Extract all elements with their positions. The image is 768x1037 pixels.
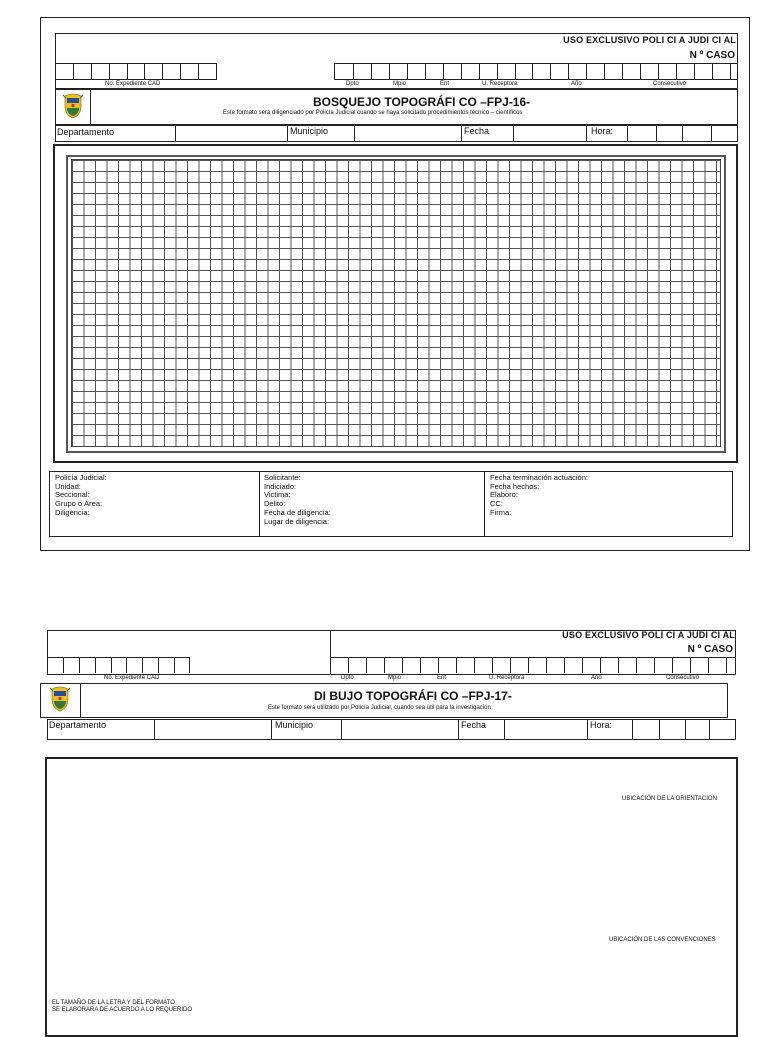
form2-title: DI BUJO TOPOGRÁFI CO –FPJ-17- (314, 689, 512, 703)
form1-uso-exclusivo: USO EXCLUSIVO POLI CI A JUDI CI AL (563, 35, 736, 45)
form1-caso-label: N º CASO (689, 50, 735, 61)
form1-departamento-label: Departamento (57, 127, 115, 137)
form1-consecutivo-label: Consecutivo (653, 81, 687, 87)
form1-footer-col1 (55, 474, 107, 518)
form1-expediente-cells[interactable] (55, 63, 217, 79)
footer-delito: Delito: (264, 499, 286, 509)
footer-solicitante: Solicitante: (264, 473, 301, 482)
footer-fecha-diligencia: Fecha de diligencia: (264, 507, 331, 517)
form2-consecutivo-label: Consecutivo (666, 675, 700, 681)
form2-ent-label: Ent (437, 675, 447, 681)
form1-anio-label: Año (571, 81, 582, 87)
footer-fecha-hechos: Fecha hechos: (490, 481, 540, 491)
footer-indiciado: Indiciado: (264, 481, 297, 491)
form2-nota-line1: EL TAMAÑO DE LA LETRA Y DEL FORMATO (52, 1000, 175, 1006)
form2-departamento-label: Departamento (49, 720, 107, 730)
footer-fecha-terminacion: Fecha terminación actuación: (490, 473, 588, 482)
footer-firma: Firma: (490, 507, 512, 517)
form2-dpto-label: Dpto (341, 675, 354, 681)
form1-receptora-label: U. Receptora (482, 81, 518, 87)
form1-caso-cells[interactable] (334, 63, 738, 79)
form1-expediente-label: No. Expediente CAD (105, 81, 161, 87)
form2-municipio-label: Municipio (275, 720, 314, 730)
form2-fecha-label: Fecha (461, 720, 487, 730)
footer-lugar-diligencia: Lugar de diligencia: (264, 516, 330, 526)
form2-hora-label: Hora: (590, 720, 613, 730)
form2-caso-label: N º CASO (687, 644, 733, 655)
footer-elaboro: Elaboro: (490, 490, 518, 500)
footer-seccional: Seccional: (55, 490, 90, 500)
form2-convenciones-label: UBICACIÓN DE LAS CONVENCIONES (609, 937, 716, 943)
form2-orientacion-label: UBICACIÓN DE LA ORIENTACION (622, 796, 717, 802)
form2-nota (52, 1000, 192, 1014)
form1-municipio-label: Municipio (290, 126, 329, 136)
footer-policia-judicial: Policía Judicial: (55, 473, 107, 482)
form2-caso-cells[interactable] (330, 657, 736, 673)
form1-dpto-label: Dpto (346, 81, 359, 87)
form2-expediente-cells[interactable] (47, 657, 190, 673)
form1-mpio-label: Mpio (393, 81, 407, 87)
form1-footer-box (49, 471, 733, 537)
footer-cc: CC: (490, 499, 503, 509)
form2-subtitle: Este formato será utilizado por Policía Judicial, cuando sea útil para la investigación (268, 705, 491, 711)
form1-subtitle: Este formato será diligenciado por Policía Judicial cuando se haya solicitado procedimientos técnico – científicos (223, 110, 523, 116)
form2-receptora-label: U. Receptora (489, 675, 525, 681)
form1-grid[interactable] (71, 159, 721, 447)
form1-footer-col3 (490, 474, 588, 518)
form1-fecha-label: Fecha (464, 126, 490, 136)
form2-uso-exclusivo: USO EXCLUSIVO POLI CI A JUDI CI AL (562, 630, 735, 640)
form2-fields-row (47, 719, 736, 740)
footer-diligencia: Diligencia: (55, 507, 90, 517)
form1-title: BOSQUEJO TOPOGRÁFI CO –FPJ-16- (313, 95, 531, 109)
form2-expediente-label: No. Expediente CAD (104, 675, 160, 681)
footer-grupo-area: Grupo o Área: (55, 499, 103, 509)
form1-ent-label: Ent (440, 81, 450, 87)
form2-anio-label: Año (591, 675, 602, 681)
form2-mpio-label: Mpio (388, 675, 402, 681)
form1-hora-label: Hora: (591, 126, 614, 136)
form1-footer-col2 (264, 474, 331, 526)
footer-victima: Victima: (264, 490, 291, 500)
form1-fields-row (55, 125, 738, 142)
coat-of-arms-icon (49, 686, 71, 712)
coat-of-arms-icon (62, 93, 84, 119)
footer-unidad: Unidad: (55, 481, 81, 491)
form2-nota-line2: SE ELABORARA DE ACUERDO A LO REQUERIDO (52, 1007, 193, 1013)
